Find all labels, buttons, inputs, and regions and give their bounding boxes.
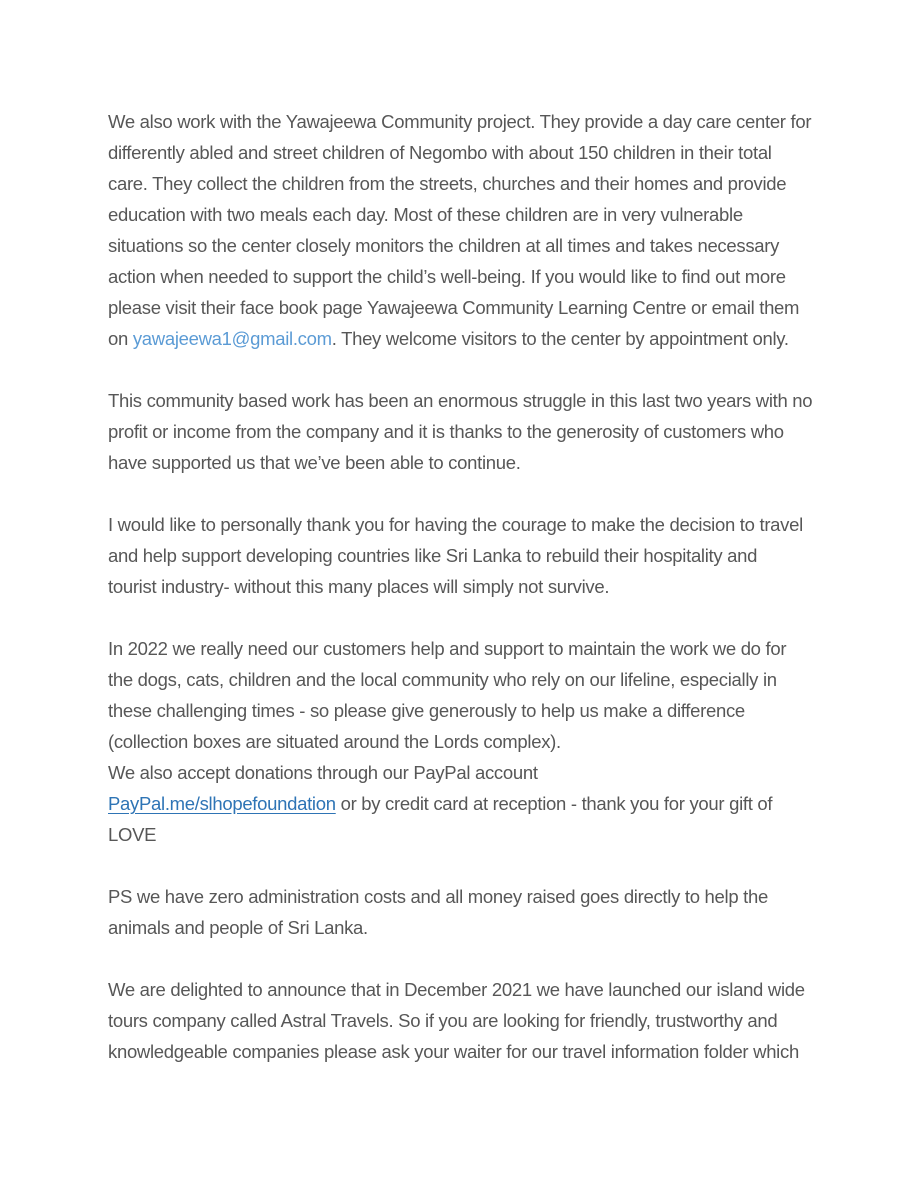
text-run: LOVE bbox=[108, 824, 157, 845]
text-line bbox=[108, 261, 824, 292]
text-line bbox=[108, 106, 824, 137]
text-line bbox=[108, 1036, 824, 1067]
text-run: In 2022 we really need our customers help and support to maintain the work we do for bbox=[108, 638, 787, 659]
text-line bbox=[108, 292, 824, 323]
paragraph-personal-thanks bbox=[108, 509, 824, 602]
text-line bbox=[108, 447, 824, 478]
text-line bbox=[108, 199, 824, 230]
text-line bbox=[108, 633, 824, 664]
text-line bbox=[108, 571, 824, 602]
text-line bbox=[108, 230, 824, 261]
text-run: differently abled and street children of Negombo with about 150 children in their total bbox=[108, 142, 772, 163]
text-run: tours company called Astral Travels. So if you are looking for friendly, trustworthy and bbox=[108, 1010, 778, 1031]
paragraph-community-struggle bbox=[108, 385, 824, 478]
text-run: care. They collect the children from the streets, churches and their homes and provide bbox=[108, 173, 787, 194]
text-run: We are delighted to announce that in December 2021 we have launched our island wide bbox=[108, 979, 805, 1000]
text-line bbox=[108, 881, 824, 912]
paragraph-2022-support-donations bbox=[108, 633, 824, 850]
text-line bbox=[108, 540, 824, 571]
text-run: the dogs, cats, children and the local community who rely on our lifeline, especially in bbox=[108, 669, 777, 690]
text-run: PS we have zero administration costs and all money raised goes directly to help the bbox=[108, 886, 768, 907]
text-run: tourist industry- without this many places will simply not survive. bbox=[108, 576, 610, 597]
text-run: profit or income from the company and it is thanks to the generosity of customers who bbox=[108, 421, 784, 442]
text-line bbox=[108, 509, 824, 540]
text-line bbox=[108, 726, 824, 757]
text-run: or by credit card at reception - thank you for your gift of bbox=[335, 793, 773, 814]
text-run: We also accept donations through our PayPal account bbox=[108, 762, 538, 783]
text-line bbox=[108, 788, 824, 819]
text-line bbox=[108, 695, 824, 726]
text-line bbox=[108, 1005, 824, 1036]
text-line bbox=[108, 757, 824, 788]
text-run: knowledgeable companies please ask your waiter for our travel information folder which bbox=[108, 1041, 799, 1062]
paypal-link[interactable]: PayPal.me/slhopefoundation bbox=[108, 793, 336, 814]
email-link[interactable]: yawajeewa1@gmail.com bbox=[132, 328, 332, 349]
text-run: . They welcome visitors to the center by appointment only. bbox=[331, 328, 789, 349]
text-run: situations so the center closely monitors the children at all times and takes necessary bbox=[108, 235, 780, 256]
text-line bbox=[108, 168, 824, 199]
paragraph-yawajeewa-community bbox=[108, 106, 824, 354]
text-run: these challenging times - so please give generously to help us make a difference bbox=[108, 700, 745, 721]
text-run: This community based work has been an enormous struggle in this last two years with no bbox=[108, 390, 813, 411]
text-run: action when needed to support the child’s well-being. If you would like to find out more bbox=[108, 266, 786, 287]
text-line bbox=[108, 912, 824, 943]
text-run: animals and people of Sri Lanka. bbox=[108, 917, 368, 938]
paragraph-astral-travels bbox=[108, 974, 824, 1067]
text-line bbox=[108, 385, 824, 416]
text-run: have supported us that we’ve been able to continue. bbox=[108, 452, 521, 473]
text-run: education with two meals each day. Most of these children are in very vulnerable bbox=[108, 204, 743, 225]
text-run: and help support developing countries like Sri Lanka to rebuild their hospitality and bbox=[108, 545, 758, 566]
text-line bbox=[108, 137, 824, 168]
paragraph-ps-zero-admin bbox=[108, 881, 824, 943]
text-run: We also work with the Yawajeewa Community project. They provide a day care center for bbox=[108, 111, 812, 132]
text-line bbox=[108, 819, 824, 850]
text-line bbox=[108, 416, 824, 447]
text-run: (collection boxes are situated around the Lords complex). bbox=[108, 731, 561, 752]
text-run: I would like to personally thank you for having the courage to make the decision to travel bbox=[108, 514, 803, 535]
document-body bbox=[108, 106, 824, 1098]
text-line bbox=[108, 664, 824, 695]
text-line bbox=[108, 974, 824, 1005]
text-line bbox=[108, 323, 824, 354]
text-run: please visit their face book page Yawajeewa Community Learning Centre or email them bbox=[108, 297, 800, 318]
text-run: on bbox=[108, 328, 133, 349]
